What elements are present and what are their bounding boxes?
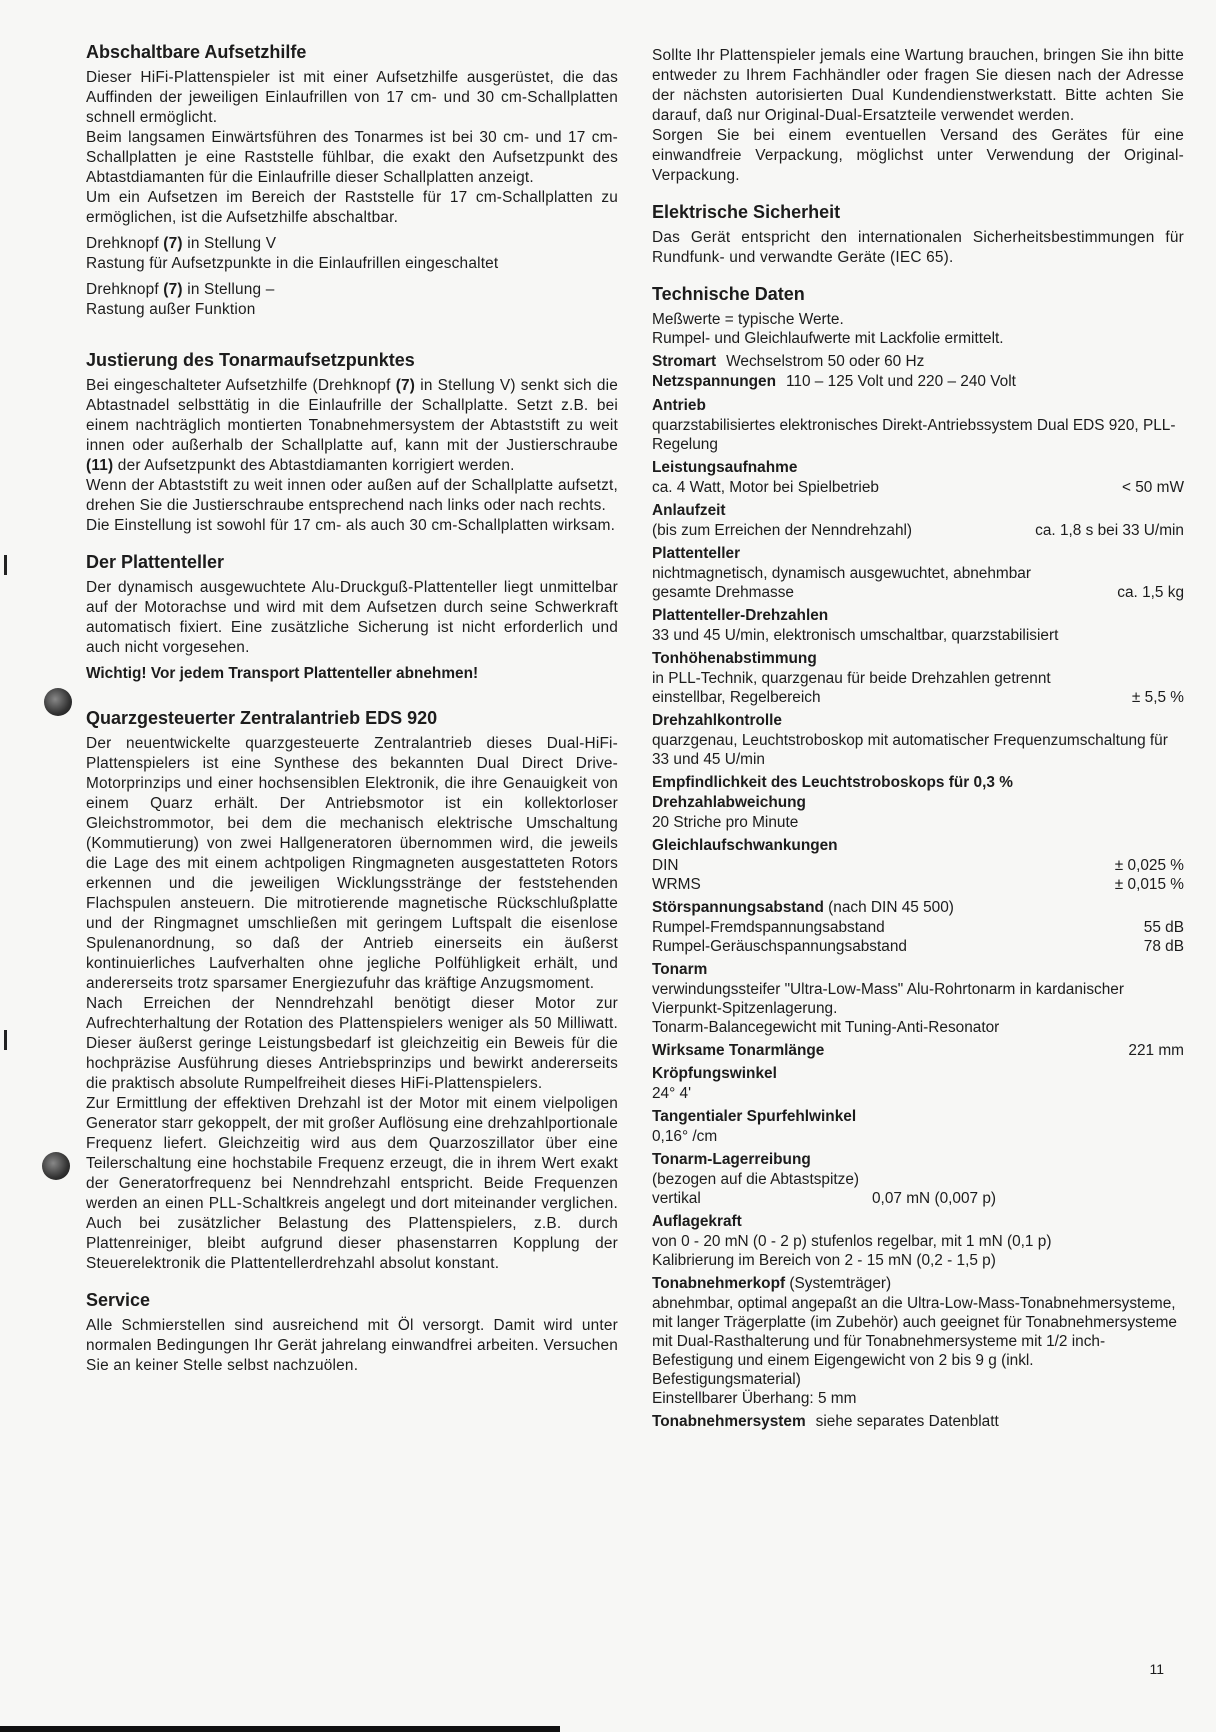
heading-technische-daten: Technische Daten bbox=[652, 284, 805, 304]
section-service bbox=[86, 1288, 618, 1376]
spec-tonabnehmerkopf: Tonabnehmerkopf (Systemträger) abnehmbar, optimal angepaßt an die Ultra-Low-Mass-Tonabnehmersysteme, mit langer Trägerplatte (im Zubehör) auch geeignet für Tonabnehmersysteme mit Dual-Rasthalterung und für Tonabnehmersysteme mit 1/2 inch-Befestigung und einem Eigengewicht von 2 bis 9 g (inkl. Befestigungsmaterial) Einstellbarer Überhang: 5 mm bbox=[652, 1275, 1177, 1407]
heading-sicherheit: Elektrische Sicherheit bbox=[652, 202, 841, 222]
knob-position-v-desc: Rastung für Aufsetzpunkte in die Einlaufrillen eingeschaltet bbox=[86, 255, 499, 272]
paragraph: Alle Schmierstellen sind ausreichend mit Öl versorgt. Damit wird unter normalen Bedingungen Ihr Gerät jahrelang einwandfrei arbeiten. Versuchen Sie an keiner Stelle selbst nachzuölen. bbox=[86, 1317, 618, 1374]
margin-mark bbox=[4, 1030, 7, 1050]
section-plattenteller bbox=[86, 550, 618, 684]
heading-zentralantrieb: Quarzgesteuerter Zentralantrieb EDS 920 bbox=[86, 708, 438, 728]
paragraph: Um ein Aufsetzen im Bereich der Raststelle für 17 cm-Schallplatten zu ermöglichen, ist die Aufsetzhilfe abschaltbar. bbox=[86, 189, 618, 226]
paragraph: Sorgen Sie bei einem eventuellen Versand des Gerätes für eine einwandfreie Verpackung, möglichst unter Verwendung der Original-Verpackung. bbox=[652, 127, 1184, 184]
section-zentralantrieb bbox=[86, 706, 618, 1274]
paragraph: Der dynamisch ausgewuchtete Alu-Druckguß-Plattenteller liegt unmittelbar auf der Motorachse und wird mit dem Aufsetzen durch seine Schwerkraft automatisch fixiert. Eine zusätzliche Sicherung ist nicht erforderlich und auch nicht vorgesehen. bbox=[86, 579, 618, 656]
margin-mark bbox=[4, 555, 7, 575]
spec-anlaufzeit: Anlaufzeit (bis zum Erreichen der Nenndrehzahl) ca. 1,8 s bei 33 U/min bbox=[652, 502, 1184, 539]
heading-plattenteller: Der Plattenteller bbox=[86, 552, 225, 572]
warning-text: Wichtig! Vor jedem Transport Plattenteller abnehmen! bbox=[86, 665, 479, 682]
knob-position-v: Drehknopf (7) in Stellung V bbox=[86, 235, 277, 252]
section-service-continued bbox=[652, 46, 1184, 186]
section-justierung bbox=[86, 348, 618, 536]
paragraph: Zur Ermittlung der effektiven Drehzahl ist der Motor mit einem vielpoligen Generator starr gekoppelt, der mit großer Auflösung eine drehzahlportionale Frequenz liefert. Gleichzeitig wird aus dem Quarzoszillator über eine Teilerschaltung eine hochstabile Frequenz erzeugt, die in ihrem Wert exakt der Generatorfrequenz bei Nenndrehzahl entspricht. Beide Frequenzen werden an einen PLL-Schaltkreis angelegt und dort miteinander verglichen. Auch bei zusätzlicher Belastung des Plattenspielers, z.B. durch Plattenreiniger, bleibt aufgrund dieser phasenstarren Kopplung der Steuerelektronik die Plattentellerdrehzahl absolut konstant. bbox=[86, 1095, 618, 1272]
tech-intro: Rumpel- und Gleichlaufwerte mit Lackfolie ermittelt. bbox=[652, 330, 1004, 347]
paragraph: Bei eingeschalteter Aufsetzhilfe (Drehknopf (7) in Stellung V) senkt sich die Abtastnadel selbsttätig in die Einlaufrille der Schallplatte. Setzt z.B. bei einem nachträglich montierten Tonabnehmersystem der Abtaststift zu weit innen oder außerhalb der Schallplatte auf, kann mit der Justierschraube (11) der Aufsetzpunkt des Abtastdiamanten korrigiert werden. bbox=[86, 377, 618, 474]
spec-drehzahlen: Plattenteller-Drehzahlen 33 und 45 U/min, elektronisch umschaltbar, quarzstabilisiert bbox=[652, 607, 1059, 644]
punch-hole-mark bbox=[44, 688, 72, 716]
page-number: 11 bbox=[1149, 1661, 1164, 1677]
spec-drehzahlkontrolle: Drehzahlkontrolle quarzgenau, Leuchtstroboskop mit automatischer Frequenzumschaltung für 33 und 45 U/min bbox=[652, 712, 1168, 768]
knob-position-dash-desc: Rastung außer Funktion bbox=[86, 301, 256, 318]
heading-justierung: Justierung des Tonarmaufsetzpunktes bbox=[86, 350, 415, 370]
spec-kroepfungswinkel: Kröpfungswinkel 24° 4' bbox=[652, 1065, 777, 1102]
paragraph: Das Gerät entspricht den internationalen Sicherheitsbestimmungen für Rundfunk- und verwandte Geräte (IEC 65). bbox=[652, 229, 1184, 266]
spec-antrieb: Antrieb quarzstabilisiertes elektronisches Direkt-Antriebssystem Dual EDS 920, PLL-Regelung bbox=[652, 397, 1176, 453]
spec-leistungsaufnahme: Leistungsaufnahme ca. 4 Watt, Motor bei Spielbetrieb < 50 mW bbox=[652, 459, 1184, 496]
punch-hole-mark bbox=[42, 1152, 70, 1180]
spec-spurfehlwinkel: Tangentialer Spurfehlwinkel 0,16° /cm bbox=[652, 1108, 857, 1145]
tech-intro: Meßwerte = typische Werte. bbox=[652, 311, 844, 328]
spec-plattenteller: Plattenteller nichtmagnetisch, dynamisch ausgewuchtet, abnehmbar gesamte Drehmasse ca. 1,5 kg bbox=[652, 545, 1184, 601]
spec-tonhoehenabstimmung: Tonhöhenabstimmung in PLL-Technik, quarzgenau für beide Drehzahlen getrennt einstellbar, Regelbereich ± 5,5 % bbox=[652, 650, 1184, 706]
spec-stromart: Stromart Wechselstrom 50 oder 60 Hz bbox=[652, 353, 925, 370]
left-column bbox=[86, 40, 618, 1390]
paragraph: Dieser HiFi-Plattenspieler ist mit einer Aufsetzhilfe ausgerüstet, die das Auffinden der jeweiligen Einlaufrillen von 17 cm- und 30 cm-Schallplatten schnell ermöglicht. bbox=[86, 69, 618, 126]
knob-position-dash: Drehknopf (7) in Stellung – bbox=[86, 281, 275, 298]
paragraph: Die Einstellung ist sowohl für 17 cm- als auch 30 cm-Schallplatten wirksam. bbox=[86, 517, 616, 534]
section-technische-daten bbox=[652, 282, 1184, 1432]
section-sicherheit bbox=[652, 200, 1184, 268]
heading-aufsetzhilfe: Abschaltbare Aufsetzhilfe bbox=[86, 42, 307, 62]
paragraph: Der neuentwickelte quarzgesteuerte Zentralantrieb dieses Dual-HiFi-Plattenspielers ist eine Synthese des bekannten Dual Direct Drive-Motorprinzips und einer hochsensiblen Elektronik, die ihre Genauigkeit von einem Quarz erhält. Der Antriebsmotor ist ein kollektorloser Gleichstrommotor, bei dem die mechanisch elektrische Umschaltung (Kommutierung) von zwei Hallgeneratoren übernommen wird, die jeweils die Lage des mit einem achtpoligen Ringmagneten ausgestatteten Rotors erkennen und die jeweiligen Wicklungsstränge der feststehenden Flachspulen ansteuern. Die mitrotierende magnetische Rückschlußplatte und der Ringmagnet umschließen mit geringem Luftspalt die eisenlose Spulenanordnung, so daß der Antrieb einerseits ein äußerst kontinuierliches Laufverhalten ohne jegliche Polfühligkeit erhält, und andererseits trotz sparsamer Energiezufuhr das kräftige Anzugsmoment. bbox=[86, 735, 618, 992]
bottom-edge-line bbox=[0, 1726, 560, 1732]
paragraph: Beim langsamen Einwärtsführen des Tonarmes ist bei 30 cm- und 17 cm-Schallplatten je eine Raststelle fühlbar, die exakt den Aufsetzpunkt des Abtastdiamanten für die Einlaufrille dieser Schallplatten anzeigt. bbox=[86, 129, 618, 186]
spec-gleichlauf: Gleichlaufschwankungen DIN ± 0,025 % WRMS ± 0,015 % bbox=[652, 837, 1184, 893]
paragraph: Wenn der Abtaststift zu weit innen oder außen auf der Schallplatte aufsetzt, drehen Sie die Justierschraube entsprechend nach links oder nach rechts. bbox=[86, 477, 618, 514]
spec-lagerreibung: Tonarm-Lagerreibung (bezogen auf die Abtastspitze) vertikal 0,07 mN (0,007 p) bbox=[652, 1151, 997, 1207]
spec-tonabnehmersystem: Tonabnehmersystem siehe separates Datenblatt bbox=[652, 1413, 999, 1430]
spec-netzspannungen: Netzspannungen 110 – 125 Volt und 220 – 240 Volt bbox=[652, 373, 1016, 390]
paragraph: Sollte Ihr Plattenspieler jemals eine Wartung brauchen, bringen Sie ihn bitte entweder zu Ihrem Fachhändler oder fragen Sie diesen nach der Adresse der nächsten autorisierten Dual Kundendienstwerkstatt. Bitte achten Sie darauf, daß nur Original-Dual-Ersatzteile verwendet werden. bbox=[652, 47, 1184, 124]
spec-tonarmlaenge: Wirksame Tonarmlänge 221 mm bbox=[652, 1042, 1184, 1059]
spec-tonarm: Tonarm verwindungssteifer "Ultra-Low-Mass" Alu-Rohrtonarm in kardanischer Vierpunkt-Spitzenlagerung. Tonarm-Balancegewicht mit Tuning-Anti-Resonator bbox=[652, 961, 1124, 1036]
heading-service: Service bbox=[86, 1290, 151, 1310]
section-aufsetzhilfe bbox=[86, 40, 618, 320]
spec-stoerspannung: Störspannungsabstand (nach DIN 45 500) Rumpel-Fremdspannungsabstand 55 dB Rumpel-Geräuschspannungsabstand 78 dB bbox=[652, 899, 1184, 955]
spec-stroboskop: Empfindlichkeit des Leuchtstroboskops für 0,3 % Drehzahlabweichung 20 Striche pro Minute bbox=[652, 774, 1013, 831]
spec-auflagekraft: Auflagekraft von 0 - 20 mN (0 - 2 p) stufenlos regelbar, mit 1 mN (0,1 p) Kalibrierung im Bereich von 2 - 15 mN (0,2 - 1,5 p) bbox=[652, 1213, 1052, 1269]
right-column bbox=[652, 46, 1184, 1432]
paragraph: Nach Erreichen der Nenndrehzahl benötigt dieser Motor zur Aufrechterhaltung der Rotation des Plattenspielers weniger als 50 Milliwatt. Dieser äußerst geringe Leistungsbedarf ist gleichzeitig ein Beweis für die hochpräzise Ausführung dieses Antriebsprinzips und bewirkt andererseits die praktisch absolute Rumpelfreiheit dieses HiFi-Plattenspielers. bbox=[86, 995, 618, 1092]
